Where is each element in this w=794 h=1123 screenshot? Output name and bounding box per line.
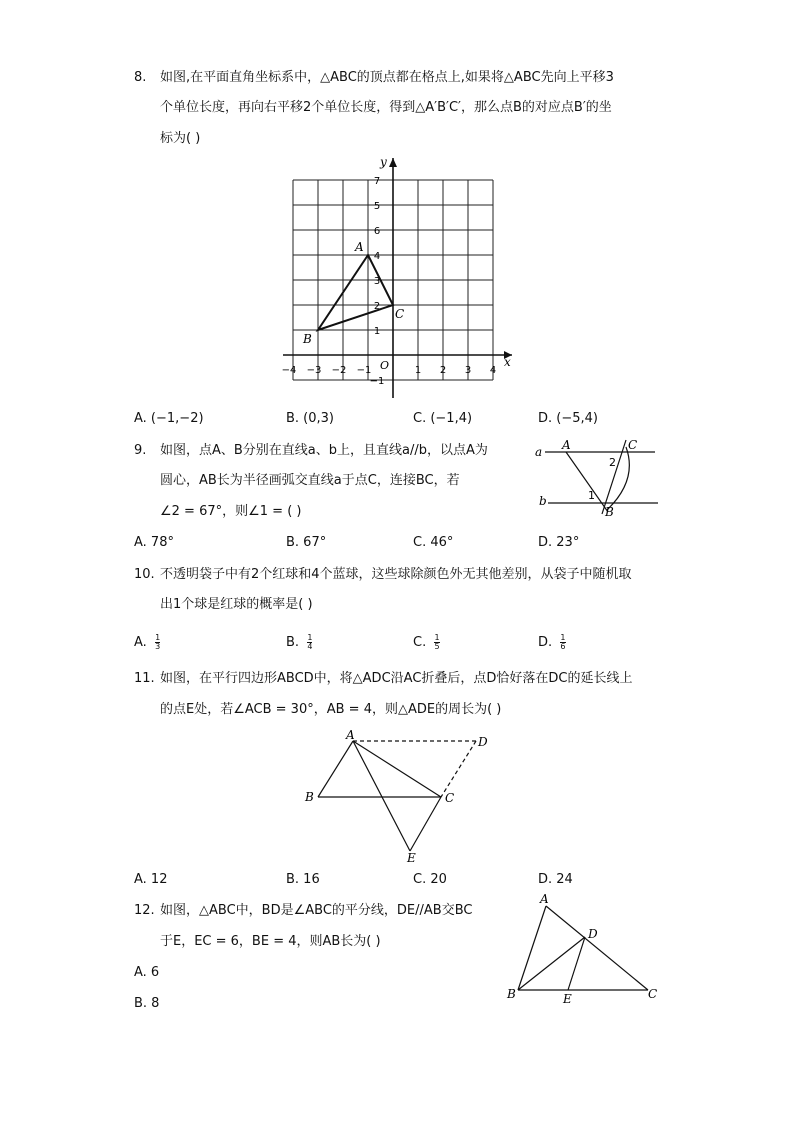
- y-tick: 2: [373, 301, 381, 312]
- x-tick: 1: [414, 365, 422, 376]
- q8-text-line3: 标为( ): [160, 131, 201, 146]
- q9-text-line2: 圆心，AB长为半径画弧交直线a于点C，连接BC，若: [160, 473, 460, 488]
- q12-option-b[interactable]: B. 8: [134, 996, 160, 1011]
- y-tick: 6: [373, 226, 381, 237]
- point-d-label: D: [478, 735, 488, 749]
- y-axis-arrow-icon: [389, 158, 397, 167]
- q9-text-line3: ∠2 = 67°，则∠1 = ( ): [160, 504, 302, 519]
- q11-text-line2: 的点E处，若∠ACB = 30°，AB = 4，则△ADE的周长为( ): [160, 702, 502, 717]
- q11-number: 11.: [134, 671, 155, 686]
- fraction: $\frac{1}{6}$: [560, 633, 566, 651]
- q9-option-c[interactable]: C. 46°: [413, 535, 454, 550]
- point-a-label: A: [346, 728, 355, 742]
- q8-text-line2: 个单位长度，再向右平移2个单位长度，得到△A′B′C′，那么点B的对应点B′的坐: [160, 100, 612, 115]
- q11-text-line1: 如图，在平行四边形ABCD中，将△ADC沿AC折叠后，点D恰好落在DC的延长线上: [160, 671, 633, 686]
- point-b-label: B: [303, 332, 312, 346]
- q11-option-a[interactable]: A. 12: [134, 872, 168, 887]
- y-tick: 3: [373, 276, 381, 287]
- q9-parallel-lines-figure: [535, 432, 665, 522]
- triangle-abc: [318, 255, 393, 330]
- x-tick: 3: [464, 365, 472, 376]
- q9-option-a[interactable]: A. 78°: [134, 535, 174, 550]
- q12-text-line1: 如图，△ABC中，BD是∠ABC的平分线，DE//AB交BC: [160, 903, 473, 918]
- q12-number: 12.: [134, 903, 155, 918]
- y-axis-label: y: [380, 155, 387, 169]
- point-e-label: E: [563, 992, 572, 1006]
- q10-option-b[interactable]: [286, 634, 312, 651]
- line-b-label: b: [539, 494, 547, 508]
- q9-number: 9.: [134, 443, 147, 458]
- point-c-label: C: [628, 438, 638, 452]
- q10-number: 10.: [134, 567, 155, 582]
- q9-option-d[interactable]: D. 23°: [538, 535, 580, 550]
- point-a-label: A: [562, 438, 571, 452]
- fraction: $\frac{1}{3}$: [155, 633, 161, 651]
- q10-text-line1: 不透明袋子中有2个红球和4个蓝球，这些球除颜色外无其他差别，从袋子中随机取: [160, 567, 632, 582]
- x-tick: −3: [306, 365, 322, 376]
- point-b-label: B: [605, 505, 614, 519]
- x-tick: −1: [356, 365, 372, 376]
- option-letter: D.: [538, 635, 553, 650]
- x-tick: −2: [331, 365, 347, 376]
- x-axis-label: x: [504, 355, 511, 369]
- origin-label: O: [380, 359, 390, 372]
- q8-axes: [283, 158, 512, 398]
- point-c-label: C: [395, 307, 405, 321]
- y-tick: 5: [373, 201, 381, 212]
- point-b-label: B: [305, 790, 314, 804]
- q10-option-c[interactable]: [413, 634, 440, 651]
- y-tick: 7: [373, 176, 381, 187]
- q11-parallelogram-figure: [300, 725, 500, 865]
- option-letter: B.: [286, 635, 300, 650]
- q10-text-line2: 出1个球是红球的概率是( ): [160, 597, 313, 612]
- point-e-label: E: [407, 851, 416, 865]
- q8-option-c[interactable]: C. (−1,4): [413, 411, 473, 426]
- option-letter: C.: [413, 635, 427, 650]
- q9-text-line1: 如图，点A、B分别在直线a、b上，且直线a//b，以点A为: [160, 443, 488, 458]
- angle-1-label: 1: [588, 489, 595, 502]
- y-tick: −1: [369, 376, 385, 387]
- point-c-label: C: [445, 791, 455, 805]
- q11-option-c[interactable]: C. 20: [413, 872, 447, 887]
- fraction: $\frac{1}{5}$: [434, 633, 440, 651]
- y-tick: 4: [373, 251, 381, 262]
- q8-option-b[interactable]: B. (0,3): [286, 411, 335, 426]
- q11-option-b[interactable]: B. 16: [286, 872, 320, 887]
- angle-2-label: 2: [609, 456, 616, 469]
- x-tick: 4: [489, 365, 497, 376]
- point-d-label: D: [588, 927, 598, 941]
- fraction: $\frac{1}{4}$: [307, 633, 313, 651]
- x-tick: 2: [439, 365, 447, 376]
- q8-option-a[interactable]: A. (−1,−2): [134, 411, 204, 426]
- q8-number: 8.: [134, 70, 147, 85]
- line-a-label: a: [535, 445, 543, 459]
- point-c-label: C: [648, 987, 658, 1001]
- q12-option-a[interactable]: A. 6: [134, 965, 160, 980]
- point-a-label: A: [540, 892, 549, 906]
- q12-triangle-figure: [500, 890, 670, 1010]
- q11-option-d[interactable]: D. 24: [538, 872, 573, 887]
- q12-text-line2: 于E，EC = 6，BE = 4，则AB长为( ): [160, 934, 381, 949]
- q10-option-a[interactable]: [134, 634, 160, 651]
- point-b-label: B: [507, 987, 516, 1001]
- y-tick: 1: [373, 326, 381, 337]
- point-a-label: A: [355, 240, 364, 254]
- x-tick: −4: [281, 365, 297, 376]
- q9-option-b[interactable]: B. 67°: [286, 535, 327, 550]
- q10-option-d[interactable]: [538, 634, 566, 651]
- q8-text-line1: 如图,在平面直角坐标系中，△ABC的顶点都在格点上,如果将△ABC先向上平移3: [160, 70, 614, 85]
- q8-coordinate-figure: [270, 150, 530, 400]
- q8-option-d[interactable]: D. (−5,4): [538, 411, 598, 426]
- option-letter: A.: [134, 635, 147, 650]
